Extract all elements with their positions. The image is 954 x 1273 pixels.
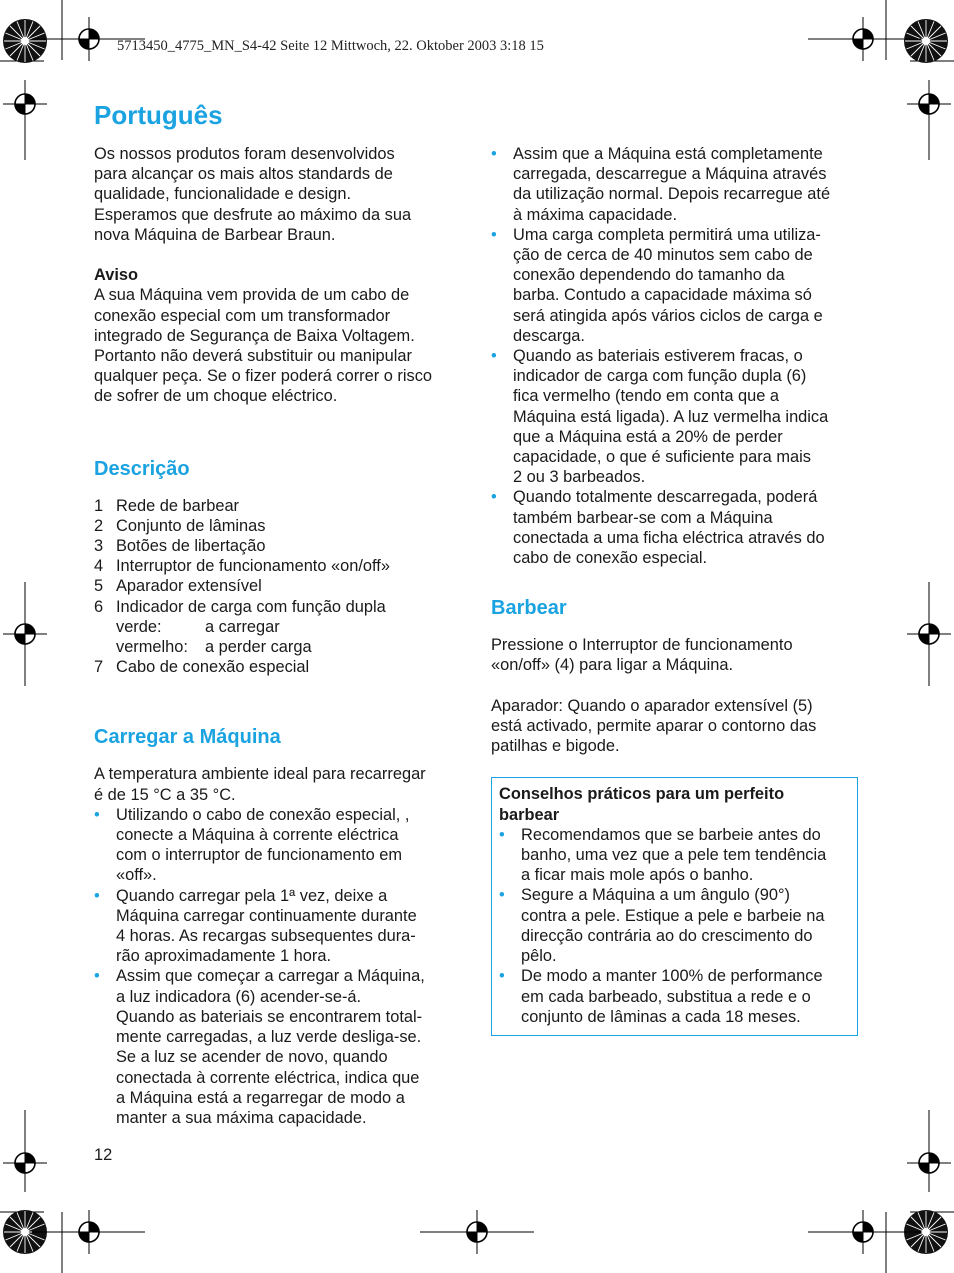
list-item [94,966,460,1128]
text-line: será atingida após vários ciclos de carga e [513,306,823,325]
indicator-row-red [116,637,460,657]
text-line: Portanto não deverá substituir ou manipular [94,347,412,366]
item-number: 3 [94,537,104,556]
text-line: • Utilizando o cabo de conexão especial, , [116,805,410,824]
list-item [491,487,859,568]
list-item [491,225,859,346]
text-line: a luz indicadora (6) acender-se-á. [116,987,362,1006]
text-line: fica vermelho (tendo em conta que a [513,387,780,406]
text-line: Os nossos produtos foram desenvolvidos [94,145,395,163]
text-line: a Máquina está a regarregar de modo a [116,1088,405,1107]
text-line: com o interruptor de funcionamento em [116,846,403,865]
parts-list [94,496,460,678]
item-label: Rede de barbear [116,496,240,515]
text-line: é de 15 °C a 35 °C. [94,785,236,804]
text-line: Esperamos que desfrute ao máximo da sua [94,205,412,224]
shaving-paragraph [491,635,859,675]
list-item [499,885,847,966]
indicator-value: a perder carga [205,638,312,657]
text-line: • Quando carregar pela 1ª vez, deixe a [116,886,388,905]
text-line: também barbear-se com a Máquina [513,508,773,527]
text-line: banho, uma vez que a pele tem tendência [521,846,827,865]
text-line: 4 horas. As recargas subsequentes dura- [116,927,416,946]
text-line: conexão dependendo do tamanho da [513,266,785,285]
left-column [94,144,460,1128]
item-number: 4 [94,557,104,576]
text-line: contra a pele. Estique a pele e barbeie na [521,906,825,925]
text-line: mente carregadas, a luz verde desliga-se. [116,1028,422,1047]
text-line: que a Máquina está a 20% de perder [513,427,783,446]
text-line: 2 ou 3 barbeados. [513,468,646,487]
text-line: barba. Contudo a capacidade máxima só [513,286,812,305]
text-line: indicador de carga com função dupla (6) [513,367,807,386]
text-line: • Assim que a Máquina está completamente [513,145,823,163]
description-heading: Descrição [94,457,190,480]
text-line: carregada, descarregue a Máquina através [513,165,827,184]
indicator-value: a carregar [205,617,280,636]
indicator-key: vermelho: [116,638,188,657]
page-title: Português [94,100,223,130]
tips-bullets [499,825,847,1027]
trimmer-paragraph [491,696,859,757]
intro-paragraph [94,144,460,245]
tips-heading: Conselhos práticos para um perfeito [499,785,785,804]
item-number: 5 [94,577,104,596]
text-line: capacidade, o que é suficiente para mais [513,448,811,467]
text-line: • Assim que começar a carregar a Máquina, [116,967,425,986]
text-line: integrado de Segurança de Baixa Voltagem. [94,326,415,345]
text-line: manter a sua máxima capacidade. [116,1108,367,1127]
text-line: Pressione o Interruptor de funcionamento [491,636,793,655]
item-number: 6 [94,597,104,616]
text-line: A sua Máquina vem provida de um cabo de [94,286,410,305]
warning-section [94,265,460,406]
list-item [499,825,847,886]
text-line: cabo de conexão especial. [513,549,708,568]
item-label: Botões de libertação [116,537,266,556]
text-line: da utilização normal. Depois recarregue até [513,185,831,204]
charging-intro [94,764,460,804]
item-label: Aparador extensível [116,577,262,596]
print-header: 5713450_4775_MN_S4-42 Seite 12 Mittwoch, 22. Oktober 2003 3:18 15 [117,38,544,54]
shaving-heading: Barbear [491,597,567,620]
item-label: Indicador de carga com função dupla [116,597,386,616]
text-line: conectada à corrente eléctrica, indica que [116,1068,420,1087]
item-label: Conjunto de lâminas [116,516,266,535]
list-item [94,805,460,886]
text-line: Máquina carregar continuamente durante [116,906,417,925]
text-line: «on/off» (4) para ligar a Máquina. [491,656,734,675]
text-line: conexão especial com um transformador [94,306,391,325]
text-line: qualquer peça. Se o fizer poderá correr o risco [94,367,433,386]
text-line: Máquina está ligada). A luz vermelha indica [513,407,829,426]
text-line: conecte a Máquina à corrente eléctrica [116,826,399,845]
text-line: • Quando as bateriais estiverem fracas, o [513,347,803,366]
text-line: nova Máquina de Barbear Braun. [94,225,336,244]
text-line: «off». [116,866,157,885]
text-line: qualidade, funcionalidade e design. [94,185,351,204]
text-line: ção de cerca de 40 minutos sem cabo de [513,246,813,265]
text-line: à máxima capacidade. [513,205,677,224]
list-item [94,496,460,516]
list-item [94,886,460,967]
list-item [94,536,460,556]
text-line: está activado, permite aparar o contorno das [491,717,817,736]
text-line: • Quando totalmente descarregada, poderá [513,488,818,507]
text-line: para alcançar os mais altos standards de [94,165,393,184]
list-item [491,346,859,487]
charging-bullets-continued [491,144,859,568]
text-line: A temperatura ambiente ideal para recarregar [94,765,426,784]
text-line: • Recomendamos que se barbeie antes do [521,825,821,844]
right-column [491,144,859,1036]
indicator-key: verde: [116,617,162,636]
list-item [499,966,847,1027]
text-line: Quando as bateriais se encontrarem total- [116,1007,423,1026]
item-number: 2 [94,516,104,535]
text-line: em cada barbeado, substitua a rede e o [521,987,811,1006]
text-line: conectada a uma ficha eléctrica através do [513,528,825,547]
text-line: conjunto de lâminas a cada 18 meses. [521,1007,801,1026]
item-number: 1 [94,496,104,515]
text-line: • Uma carga completa permitirá uma utiliza- [513,225,821,244]
text-line: direcção contrária ao do crescimento do [521,926,813,945]
indicator-row-green [116,617,460,637]
charging-bullets [94,805,460,1128]
list-item [94,556,460,576]
list-item [94,576,460,596]
text-line: Aparador: Quando o aparador extensível (5) [491,696,813,715]
page-number: 12 [94,1146,113,1164]
text-line: descarga. [513,326,585,345]
text-line: de sofrer de um choque eléctrico. [94,387,338,406]
text-line: patilhas e bigode. [491,737,620,756]
text-line: Se a luz se acender de novo, quando [116,1048,388,1067]
item-number: 7 [94,658,104,677]
list-item [491,144,859,225]
charging-heading: Carregar a Máquina [94,726,281,749]
list-item [94,597,460,658]
tips-box [491,777,858,1035]
text-line: rão aproximadamente 1 hora. [116,947,332,966]
item-label: Interruptor de funcionamento «on/off» [116,557,390,576]
item-label: Cabo de conexão especial [116,658,310,677]
warning-heading: Aviso [94,266,139,285]
tips-heading: barbear [499,805,560,824]
list-item [94,657,460,677]
text-line: • Segure a Máquina a um ângulo (90°) [521,886,790,905]
text-line: • De modo a manter 100% de performance [521,967,823,986]
text-line: pêlo. [521,947,557,966]
text-line: a ficar mais mole após o banho. [521,866,754,885]
list-item [94,516,460,536]
